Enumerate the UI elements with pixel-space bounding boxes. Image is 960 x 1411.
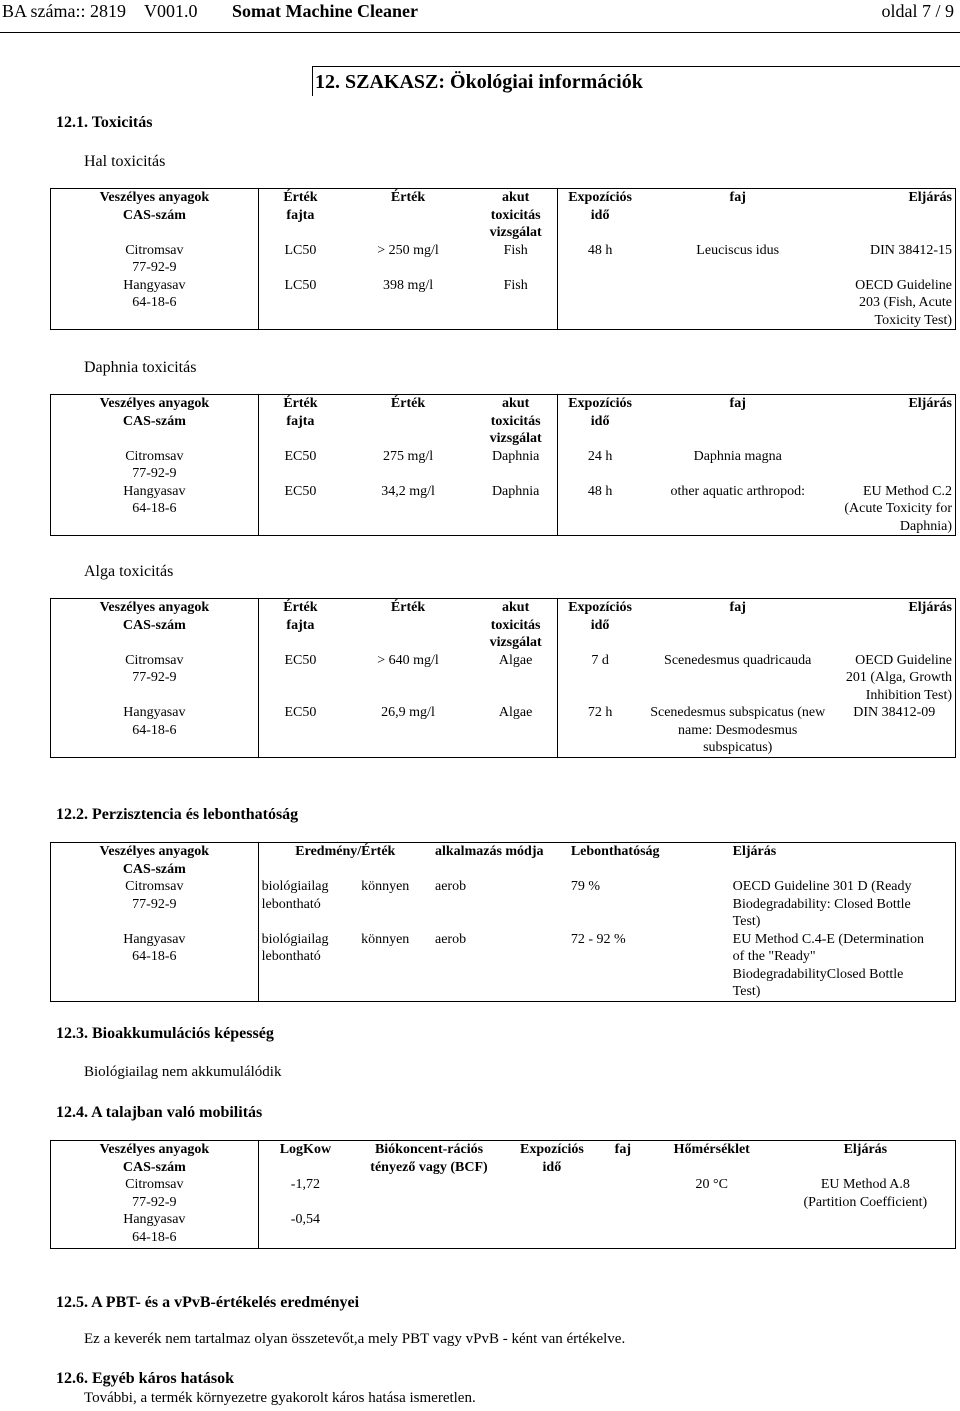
header-method: Eljárás (732, 844, 777, 859)
degradability: 79 % (570, 879, 600, 894)
header-exposure-2: idő (590, 617, 610, 633)
cas-number: 64-18-6 (132, 949, 177, 964)
method-4: Test) (732, 984, 761, 999)
header-value: Érték (283, 396, 318, 411)
value: > 250 mg/l (377, 242, 439, 258)
header-substance: Veszélyes anyagok (99, 396, 210, 411)
alga-title: Alga toxicitás (84, 563, 174, 580)
header-exposure-2: idő (590, 413, 610, 429)
header-acute-2: toxicitás (490, 207, 541, 223)
mobility-table (50, 1140, 956, 1249)
cas-number: 77-92-9 (132, 466, 177, 481)
method-2: 203 (Fish, Acute (859, 295, 952, 310)
exposure: 24 h (558, 448, 642, 483)
substance-name: Hangyasav (123, 705, 186, 720)
header-method: Eljárás (908, 600, 952, 615)
exposure: 72 h (558, 704, 642, 757)
alga-toxicity-table (50, 598, 956, 758)
header-temperature: Hőmérséklet (673, 1142, 750, 1157)
ba-number: BA száma:: 2819 (2, 1, 126, 21)
subsection-12-4: 12.4. A talajban való mobilitás (56, 1104, 263, 1121)
header-exposure: Expozíciós (520, 1142, 584, 1157)
header-substance: Veszélyes anyagok (99, 844, 210, 859)
header-degradability: Lebonthatóság (570, 844, 660, 859)
result: biológiailag (261, 879, 329, 894)
header-logkow: LogKow (258, 1141, 352, 1177)
header-bcf-2: tényező vagy (BCF) (370, 1159, 488, 1175)
substance-name: Hangyasav (123, 483, 186, 499)
header-value: Érték (283, 190, 318, 205)
header-bcf: Biókoncent-rációs (374, 1142, 484, 1157)
temperature: 20 °C (695, 1177, 728, 1192)
species: Daphnia magna (693, 448, 782, 464)
table-row (51, 652, 956, 705)
header-acute-2: toxicitás (490, 617, 541, 633)
method (834, 448, 956, 483)
method: EU Method C.2 (862, 483, 952, 499)
header-substance: Veszélyes anyagok (99, 190, 210, 205)
method: DIN 38412-09 (853, 705, 936, 720)
header-exposure: Expozíciós (568, 190, 632, 205)
value-type: EC50 (258, 704, 342, 757)
other-effects-text: További, a termék környezetre gyakorolt káros hatása ismeretlen. (84, 1390, 476, 1406)
mode: aerob (435, 879, 467, 894)
header-exposure: Expozíciós (568, 600, 632, 615)
substance-name: Hangyasav (123, 277, 186, 293)
method: DIN 38412-15 (869, 242, 952, 258)
table-header-row (51, 189, 956, 242)
fish-toxicity-table (50, 188, 956, 330)
header-value2: Érték (390, 396, 426, 411)
header-method: Eljárás (908, 396, 952, 411)
substance-name: Citromsav (125, 652, 184, 668)
method-3: Daphnia) (899, 518, 952, 534)
value: > 640 mg/l (377, 652, 439, 668)
header-divider (0, 32, 960, 33)
value-type: EC50 (258, 483, 342, 536)
table-row (51, 878, 956, 931)
header-type: fajta (286, 207, 315, 223)
cas-number: 64-18-6 (132, 1229, 177, 1245)
cas-number: 77-92-9 (132, 260, 177, 275)
header-species: faj (729, 600, 746, 615)
species-2: name: Desmodesmus (678, 722, 798, 738)
value: 275 mg/l (382, 448, 434, 464)
header-method: Eljárás (843, 1142, 888, 1157)
table-row (51, 1211, 956, 1249)
method-3: Test) (732, 914, 761, 929)
header-acute: akut (502, 396, 530, 411)
temperature (648, 1211, 776, 1249)
acute: Algae (498, 705, 533, 720)
table-row (51, 277, 956, 330)
cas-number: 77-92-9 (132, 670, 177, 685)
table-row (51, 448, 956, 483)
method-2: Biodegradability: Closed Bottle (732, 896, 911, 912)
method-3: BiodegradabilityClosed Bottle (732, 966, 904, 982)
acute: Fish (503, 277, 528, 293)
degradability: 72 - 92 % (570, 931, 626, 947)
header-cas: CAS-szám (122, 861, 186, 877)
species: Leuciscus idus (696, 242, 780, 258)
logkow: -1,72 (258, 1176, 352, 1211)
header-value2: Érték (390, 600, 426, 615)
method-3: Inhibition Test) (865, 687, 952, 703)
substance-name: Citromsav (125, 242, 184, 258)
result-2: lebontható (261, 896, 321, 912)
header-acute-3: vizsgálat (489, 635, 542, 650)
header-acute: akut (502, 190, 530, 205)
header-substance: Veszélyes anyagok (99, 600, 210, 615)
header-exposure-2: idő (590, 207, 610, 223)
header-method: Eljárás (908, 190, 952, 205)
header-type: fajta (286, 413, 315, 429)
value-type: LC50 (258, 277, 342, 330)
header-result: Eredmény/Érték (258, 843, 432, 879)
table-header-row (51, 843, 956, 879)
fish-title: Hal toxicitás (84, 153, 166, 170)
method-2: of the "Ready" (732, 949, 816, 964)
cas-number: 64-18-6 (132, 295, 177, 310)
value-type: LC50 (258, 242, 342, 277)
header-cas: CAS-szám (122, 1159, 186, 1175)
result: biológiailag (261, 931, 329, 947)
value-type: EC50 (258, 652, 342, 705)
substance-name: Hangyasav (123, 931, 186, 947)
cas-number: 77-92-9 (132, 896, 177, 912)
header-type: fajta (286, 617, 315, 633)
table-row (51, 483, 956, 536)
substance-name: Citromsav (125, 448, 184, 464)
result-qualifier: könnyen (361, 879, 410, 894)
substance-name: Citromsav (125, 879, 184, 894)
header-value: Érték (283, 600, 318, 615)
value: 26,9 mg/l (381, 705, 435, 720)
species: Scenedesmus subspicatus (new (650, 705, 826, 720)
method (776, 1211, 956, 1249)
value: 398 mg/l (382, 277, 434, 293)
method: OECD Guideline 301 D (Ready (732, 879, 912, 894)
logkow: -0,54 (258, 1211, 352, 1249)
header-value2: Érték (390, 190, 426, 205)
species: Scenedesmus quadricauda (664, 652, 812, 668)
acute: Fish (503, 242, 528, 258)
header-mode: alkalmazás módja (435, 844, 544, 859)
method-3: Toxicity Test) (874, 312, 952, 328)
result-qualifier: könnyen (361, 931, 410, 947)
method: OECD Guideline (855, 652, 952, 668)
header-substance: Veszélyes anyagok (99, 1142, 210, 1157)
table-row (51, 704, 956, 757)
subsection-12-2: 12.2. Perzisztencia és lebonthatóság (56, 806, 299, 823)
table-row (51, 931, 956, 1002)
header-acute-2: toxicitás (490, 413, 541, 429)
bioaccumulation-text: Biológiailag nem akkumulálódik (84, 1064, 282, 1080)
subsection-12-3: 12.3. Bioakkumulációs képesség (56, 1025, 274, 1042)
value-type: EC50 (258, 448, 342, 483)
header-cas: CAS-szám (122, 207, 186, 223)
header-acute-3: vizsgálat (489, 225, 542, 240)
header-species: faj (729, 190, 746, 205)
substance-name: Citromsav (125, 1177, 184, 1192)
header-exposure-2: idő (542, 1159, 562, 1175)
subsection-12-1: 12.1. Toxicitás (56, 114, 153, 131)
acute: Daphnia (491, 448, 540, 464)
cas-number: 64-18-6 (132, 722, 177, 738)
method: EU Method A.8 (820, 1177, 910, 1192)
version: V001.0 (144, 1, 198, 21)
table-header-row (51, 599, 956, 652)
persistence-table (50, 842, 956, 1002)
header-acute-3: vizsgálat (489, 431, 542, 446)
exposure: 7 d (558, 652, 642, 705)
cas-number: 64-18-6 (132, 501, 177, 516)
header-exposure: Expozíciós (568, 396, 632, 411)
header-acute: akut (502, 600, 530, 615)
table-row (51, 242, 956, 277)
table-row (51, 1176, 956, 1211)
subsection-12-6: 12.6. Egyéb káros hatások (56, 1370, 234, 1387)
section-title: 12. SZAKASZ: Ökológiai információk (312, 66, 960, 96)
header-cas: CAS-szám (122, 617, 186, 633)
subsection-12-5: 12.5. A PBT- és a vPvB-értékelés eredményei (56, 1294, 360, 1311)
method-2: (Acute Toxicity for (844, 501, 952, 516)
table-header-row (51, 395, 956, 448)
method: EU Method C.4-E (Determination (732, 931, 924, 947)
acute: Daphnia (491, 483, 540, 499)
cas-number: 77-92-9 (132, 1194, 177, 1210)
daphnia-toxicity-table (50, 394, 956, 536)
exposure: 48 h (558, 242, 642, 277)
page-header (0, 0, 960, 30)
value: 34,2 mg/l (381, 483, 435, 499)
species: other aquatic arthropod: (670, 483, 805, 499)
species-3: subspicatus) (703, 740, 773, 755)
method: OECD Guideline (855, 277, 952, 293)
pbt-text: Ez a keverék nem tartalmaz olyan összetevőt,a mely PBT vagy vPvB - ként van értékelve. (84, 1331, 626, 1347)
daphnia-title: Daphnia toxicitás (84, 359, 197, 376)
acute: Algae (498, 652, 533, 668)
product-name: Somat Machine Cleaner (232, 1, 418, 21)
page-number: oldal 7 / 9 (881, 1, 954, 21)
method-2: (Partition Coefficient) (803, 1194, 928, 1210)
method-2: 201 (Alga, Growth (845, 670, 952, 685)
header-species: faj (729, 396, 746, 411)
exposure (558, 277, 642, 330)
substance-name: Hangyasav (123, 1212, 186, 1227)
mode: aerob (435, 931, 467, 947)
table-header-row (51, 1141, 956, 1177)
header-species: faj (614, 1142, 631, 1157)
exposure: 48 h (558, 483, 642, 536)
result-2: lebontható (261, 949, 321, 964)
header-cas: CAS-szám (122, 413, 186, 429)
species (642, 277, 834, 330)
